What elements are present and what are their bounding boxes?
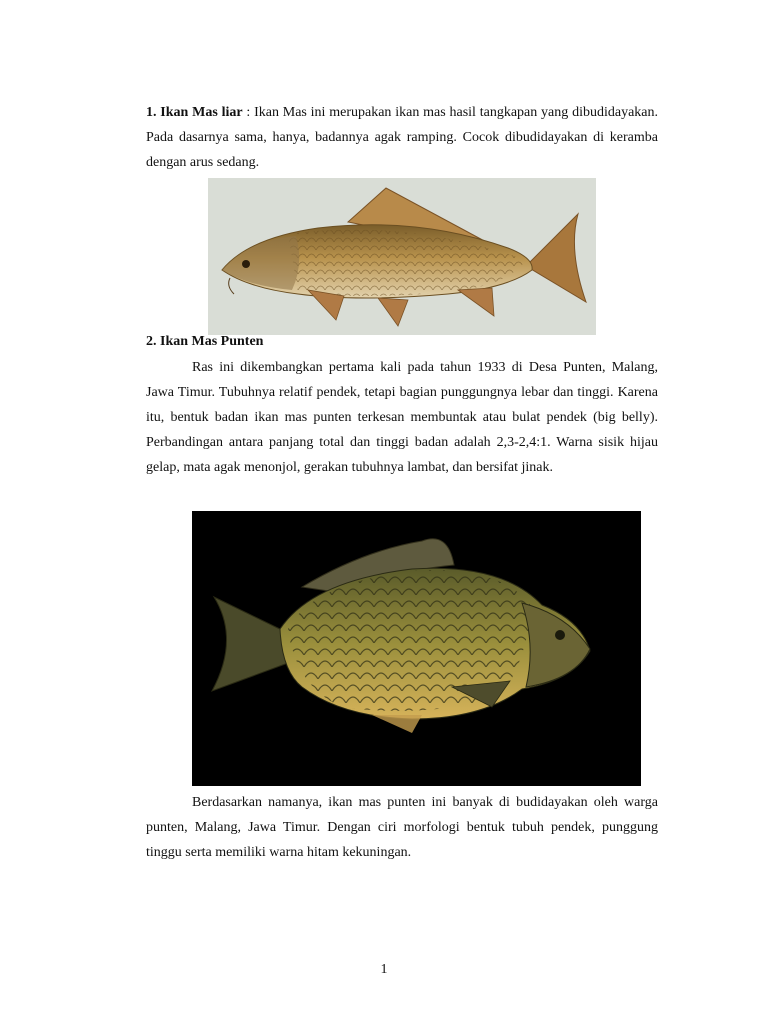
page-number: 1: [380, 962, 388, 977]
closing-body: Berdasarkan namanya, ikan mas punten ini banyak di budidayakan oleh warga punten, Malang, Jawa Timur. Dengan ciri morfologi bentuk tubuh pendek, punggung tinggu serta memiliki warna hitam kekuningan.: [146, 795, 658, 860]
section1-paragraph: [146, 100, 658, 175]
wild-carp-figure: [208, 178, 596, 335]
section2-heading: 2. Ikan Mas Punten: [146, 334, 264, 349]
section2-paragraph: [146, 355, 658, 480]
punten-carp-figure: [192, 511, 641, 786]
section1-separator: :: [242, 105, 255, 120]
punten-carp-photo: [192, 511, 641, 786]
wild-carp-illustration: [208, 178, 596, 335]
closing-paragraph: [146, 790, 658, 865]
section1-term: 1. Ikan Mas liar: [146, 105, 243, 120]
section1-body: Ikan Mas ini merupakan ikan mas hasil tangkapan yang dibudidayakan. Pada dasarnya sama, hanya, badannya agak ramping. Cocok dibudidayakan di keramba dengan arus sedang.: [146, 105, 658, 170]
section2-body: Ras ini dikembangkan pertama kali pada tahun 1933 di Desa Punten, Malang, Jawa Timur. Tubuhnya relatif pendek, tetapi bagian punggungnya lebar dan tinggi. Karena itu, bentuk badan ikan mas punten terkesan membuntak atau bulat pendek (big belly). Perbandingan antara panjang total dan tinggi badan adalah 2,3-2,4:1. Warna sisik hijau gelap, mata agak menonjol, gerakan tubuhnya lambat, dan bersifat jinak.: [146, 360, 658, 475]
